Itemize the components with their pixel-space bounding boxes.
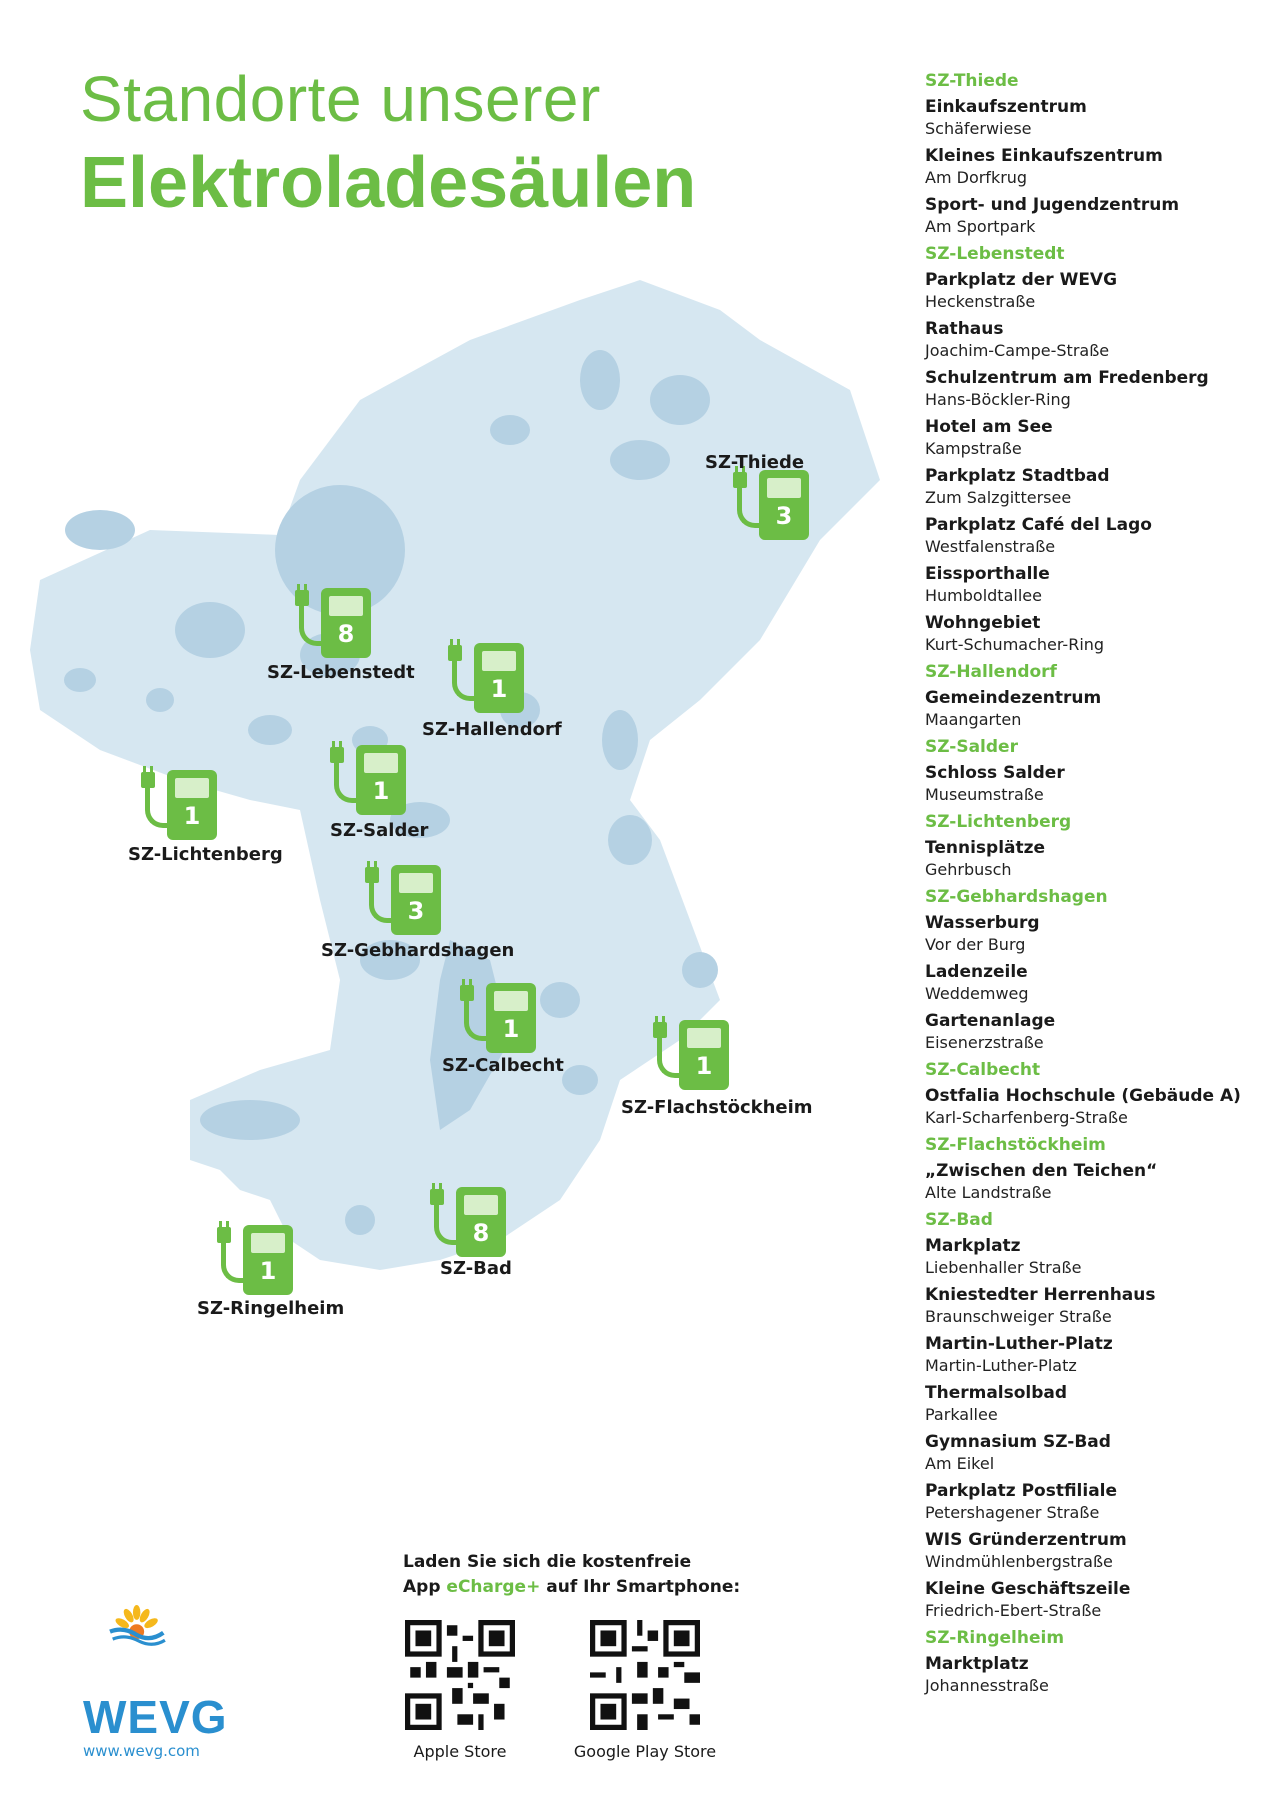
location-item[interactable] xyxy=(925,1578,1270,1621)
location-item[interactable] xyxy=(925,194,1270,237)
station-count: 3 xyxy=(407,897,425,925)
station-bad[interactable] xyxy=(430,1187,510,1257)
plug-icon xyxy=(141,772,155,788)
location-street: Gehrbusch xyxy=(925,860,1012,879)
location-item[interactable] xyxy=(925,96,1270,139)
location-item[interactable] xyxy=(925,912,1270,955)
location-item[interactable] xyxy=(925,367,1270,410)
location-name: Parkplatz der WEVG xyxy=(925,270,1118,290)
location-street: Braunschweiger Straße xyxy=(925,1307,1112,1326)
plug-icon xyxy=(295,590,309,606)
station-salder[interactable] xyxy=(330,745,410,815)
location-item[interactable] xyxy=(925,269,1270,312)
location-name: Schloss Salder xyxy=(925,763,1065,783)
district-heading: SZ-Flachstöckheim xyxy=(925,1135,1106,1155)
location-street: Maangarten xyxy=(925,710,1022,729)
location-name: Tennisplätze xyxy=(925,838,1046,858)
location-name: Marktplatz xyxy=(925,1654,1029,1674)
plug-icon xyxy=(733,472,747,488)
location-street: Karl-Scharfenberg-Straße xyxy=(925,1108,1128,1127)
location-item[interactable] xyxy=(925,318,1270,361)
location-name: Ostfalia Hochschule (Gebäude A) xyxy=(925,1086,1241,1106)
location-street: Am Sportpark xyxy=(925,217,1036,236)
location-name: Parkplatz Postfiliale xyxy=(925,1481,1118,1501)
location-name: Kleines Einkaufszentrum xyxy=(925,146,1163,166)
location-street: Eisenerzstraße xyxy=(925,1033,1044,1052)
plug-icon xyxy=(217,1227,231,1243)
location-name: Hotel am See xyxy=(925,417,1053,437)
location-name: Martin-Luther-Platz xyxy=(925,1334,1113,1354)
location-street: Parkallee xyxy=(925,1405,998,1424)
location-street: Johannesstraße xyxy=(925,1676,1049,1695)
location-item[interactable] xyxy=(925,1529,1270,1572)
station-lebenstedt[interactable] xyxy=(295,588,375,658)
pillar-screen xyxy=(464,1195,498,1215)
station-label-calbecht: SZ-Calbecht xyxy=(442,1055,564,1076)
location-item[interactable] xyxy=(925,1431,1270,1474)
location-street: Windmühlenbergstraße xyxy=(925,1552,1113,1571)
pillar-screen xyxy=(364,753,398,773)
location-item[interactable] xyxy=(925,1382,1270,1425)
wevg-url-link[interactable]: www.wevg.com xyxy=(83,1742,200,1760)
location-street: Liebenhaller Straße xyxy=(925,1258,1082,1277)
wevg-logo-text: WEVG xyxy=(83,1691,228,1743)
pillar-screen xyxy=(494,991,528,1011)
location-item[interactable] xyxy=(925,145,1270,188)
location-street: Am Eikel xyxy=(925,1454,995,1473)
district-heading: SZ-Thiede xyxy=(925,71,1019,91)
pillar-screen xyxy=(687,1028,721,1048)
location-name: Parkplatz Stadtbad xyxy=(925,466,1110,486)
location-street: Hans-Böckler-Ring xyxy=(925,390,1071,409)
app-download-line2 xyxy=(403,1575,740,1600)
location-name: Gartenanlage xyxy=(925,1011,1056,1031)
location-item[interactable] xyxy=(925,837,1270,880)
location-name: Einkaufszentrum xyxy=(925,97,1087,117)
location-street: Alte Landstraße xyxy=(925,1183,1052,1202)
location-name: Eissporthalle xyxy=(925,564,1050,584)
station-thiede[interactable] xyxy=(733,470,813,540)
location-name: „Zwischen den Teichen“ xyxy=(925,1161,1158,1181)
page-title-line1: Standorte unserer xyxy=(80,63,601,135)
plug-icon xyxy=(460,985,474,1001)
station-hallendorf[interactable] xyxy=(448,643,528,713)
location-item[interactable] xyxy=(925,465,1270,508)
location-street: Joachim-Campe-Straße xyxy=(925,341,1110,360)
google-play-qr-code[interactable] xyxy=(590,1620,700,1730)
pillar-screen xyxy=(767,478,801,498)
apple-store-qr-code[interactable] xyxy=(405,1620,515,1730)
location-name: Gemeindezentrum xyxy=(925,688,1102,708)
location-item[interactable] xyxy=(925,1235,1270,1278)
location-name: Schulzentrum am Fredenberg xyxy=(925,368,1209,388)
location-street: Heckenstraße xyxy=(925,292,1036,311)
location-street: Westfalenstraße xyxy=(925,537,1056,556)
station-count: 1 xyxy=(502,1015,520,1043)
location-item[interactable] xyxy=(925,514,1270,557)
station-lichtenberg[interactable] xyxy=(141,770,221,840)
location-item[interactable] xyxy=(925,1085,1270,1128)
location-item[interactable] xyxy=(925,1160,1270,1203)
location-street: Kampstraße xyxy=(925,439,1022,458)
google-play-label: Google Play Store xyxy=(573,1742,717,1761)
station-count: 1 xyxy=(259,1257,277,1285)
station-count: 8 xyxy=(472,1219,490,1247)
app-line2-prefix: App xyxy=(403,1577,447,1597)
location-name: Thermalsolbad xyxy=(925,1383,1068,1403)
location-street: Weddemweg xyxy=(925,984,1029,1003)
location-item[interactable] xyxy=(925,762,1270,805)
station-count: 1 xyxy=(490,675,508,703)
station-label-salder: SZ-Salder xyxy=(330,820,429,841)
pillar-screen xyxy=(251,1233,285,1253)
location-item[interactable] xyxy=(925,563,1270,606)
app-name-link[interactable]: eCharge+ xyxy=(446,1577,541,1597)
location-name: Gymnasium SZ-Bad xyxy=(925,1432,1111,1452)
station-count: 1 xyxy=(372,777,390,805)
district-heading: SZ-Ringelheim xyxy=(925,1628,1065,1648)
location-item[interactable] xyxy=(925,1010,1270,1053)
location-name: Rathaus xyxy=(925,319,1004,339)
district-heading: SZ-Bad xyxy=(925,1210,993,1230)
station-label-bad: SZ-Bad xyxy=(440,1258,512,1279)
location-street: Martin-Luther-Platz xyxy=(925,1356,1077,1375)
station-count: 1 xyxy=(183,802,201,830)
pillar-screen xyxy=(329,596,363,616)
plug-icon xyxy=(365,867,379,883)
location-name: Markplatz xyxy=(925,1236,1021,1256)
apple-store-label: Apple Store xyxy=(413,1742,507,1761)
app-download-text xyxy=(403,1550,740,1600)
location-item[interactable] xyxy=(925,1333,1270,1376)
station-count: 8 xyxy=(337,620,355,648)
station-label-hallendorf: SZ-Hallendorf xyxy=(422,719,562,740)
plug-icon xyxy=(330,747,344,763)
location-name: WIS Gründerzentrum xyxy=(925,1530,1127,1550)
location-item[interactable] xyxy=(925,1653,1270,1696)
location-name: Kleine Geschäftszeile xyxy=(925,1579,1131,1599)
location-street: Kurt-Schumacher-Ring xyxy=(925,635,1105,654)
station-count: 1 xyxy=(695,1052,713,1080)
location-street: Vor der Burg xyxy=(925,935,1026,954)
district-heading: SZ-Calbecht xyxy=(925,1060,1041,1080)
location-street: Museumstraße xyxy=(925,785,1044,804)
location-name: Wohngebiet xyxy=(925,613,1041,633)
location-name: Wasserburg xyxy=(925,913,1040,933)
district-heading: SZ-Hallendorf xyxy=(925,662,1057,682)
district-heading: SZ-Lichtenberg xyxy=(925,812,1072,832)
district-heading: SZ-Lebenstedt xyxy=(925,244,1065,264)
location-name: Sport- und Jugendzentrum xyxy=(925,195,1180,215)
location-item[interactable] xyxy=(925,961,1270,1004)
location-item[interactable] xyxy=(925,1480,1270,1523)
location-street: Schäferwiese xyxy=(925,119,1032,138)
location-name: Ladenzeile xyxy=(925,962,1028,982)
location-street: Am Dorfkrug xyxy=(925,168,1028,187)
pillar-screen xyxy=(175,778,209,798)
location-street: Friedrich-Ebert-Straße xyxy=(925,1601,1102,1620)
location-name: Kniestedter Herrenhaus xyxy=(925,1285,1156,1305)
plug-icon xyxy=(448,645,462,661)
location-name: Parkplatz Café del Lago xyxy=(925,515,1152,535)
location-street: Humboldtallee xyxy=(925,586,1042,605)
station-calbecht[interactable] xyxy=(460,983,540,1053)
station-flachstoeckheim[interactable] xyxy=(653,1020,733,1090)
location-item[interactable] xyxy=(925,612,1270,655)
app-download-line1: Laden Sie sich die kostenfreie xyxy=(403,1552,692,1572)
wevg-sun-logo-icon[interactable] xyxy=(95,1605,205,1685)
location-list xyxy=(925,70,1270,1702)
district-heading: SZ-Salder xyxy=(925,737,1018,757)
station-label-thiede: SZ-Thiede xyxy=(705,452,805,473)
station-label-gebhardshagen: SZ-Gebhardshagen xyxy=(321,940,515,961)
location-street: Zum Salzgittersee xyxy=(925,488,1072,507)
station-label-lichtenberg: SZ-Lichtenberg xyxy=(128,844,283,865)
location-street: Petershagener Straße xyxy=(925,1503,1100,1522)
station-count: 3 xyxy=(775,502,793,530)
district-heading: SZ-Gebhardshagen xyxy=(925,887,1108,907)
page-title-line2: Elektroladesäulen xyxy=(80,143,697,223)
location-item[interactable] xyxy=(925,687,1270,730)
station-gebhardshagen[interactable] xyxy=(365,865,445,935)
station-label-flachstoeckheim: SZ-Flachstöckheim xyxy=(621,1097,813,1118)
app-line2-suffix: auf Ihr Smartphone: xyxy=(540,1577,741,1597)
station-label-ringelheim: SZ-Ringelheim xyxy=(197,1298,345,1319)
plug-icon xyxy=(653,1022,667,1038)
station-ringelheim[interactable] xyxy=(217,1225,297,1295)
location-item[interactable] xyxy=(925,416,1270,459)
location-item[interactable] xyxy=(925,1284,1270,1327)
plug-icon xyxy=(430,1189,444,1205)
pillar-screen xyxy=(482,651,516,671)
pillar-screen xyxy=(399,873,433,893)
station-label-lebenstedt: SZ-Lebenstedt xyxy=(267,662,415,683)
